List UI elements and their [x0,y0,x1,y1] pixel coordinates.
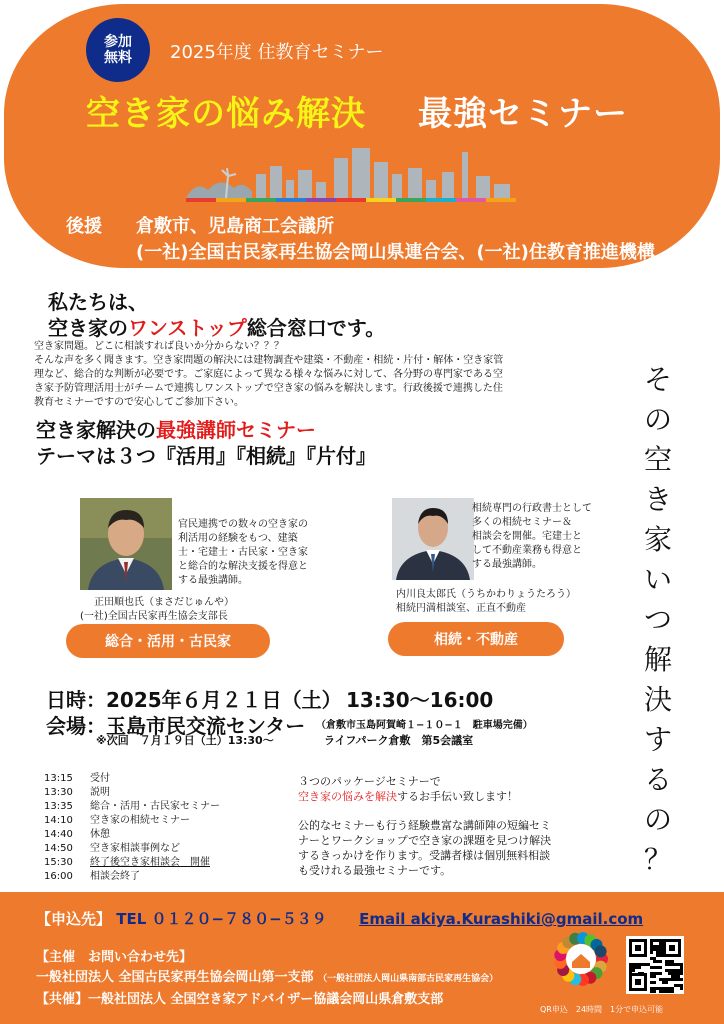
schedule-time: 13:35 [44,801,73,812]
badge-line2: 無料 [104,50,132,66]
schedule-item: 休憩 [90,829,110,840]
schedule-time: 13:30 [44,787,73,798]
lecturer-right-org: 相続円満相談室、正直不動産 [396,603,526,614]
vertical-char: ？ [643,843,672,876]
lecturer-heading-line1 [36,414,316,443]
apply-tel[interactable]: TEL ０１２０−７８０−５３９ [116,910,327,928]
schedule-item: 受付 [90,773,110,784]
intro-heading-text-end: 総合窓口です。 [246,316,386,340]
tag-inheritance-pill: 相続・不動産 [388,622,564,656]
desc-line: して不動産業務も得意と [472,545,582,556]
lecturer-heading-highlight: 最強講師セミナー [156,418,316,442]
intro-body [34,340,594,410]
desc-line: する最強講師。 [178,575,248,586]
vertical-char: す [643,723,672,756]
vertical-char: 決 [643,683,672,716]
lecturer-left-desc [178,518,308,588]
vertical-char: そ [643,363,672,396]
schedule-time: 14:10 [44,815,73,826]
lecturer-right-name: 内川良太郎氏（うちかわりょうたろう） [396,589,576,600]
package-para-line: も受けれる最強セミナーです。 [298,864,452,877]
schedule-row [44,842,220,856]
lecturer-photo-uchikawa [392,498,474,580]
schedule-row [44,856,220,870]
package-para-line: するきっかけを作ります。受講者様は個別無料相談 [298,849,551,862]
event-date [46,684,342,713]
badge-line1: 参加 [104,34,132,50]
host-name: 一般社団法人 全国古民家再生協会岡山第一支部 [36,970,314,985]
apply-email[interactable]: Email akiya.Kurashiki@gmail.com [359,910,644,928]
intro-body-line: そんな声を多く聞きます。空き家問題の解決には建物調査や建築・不動産・相続・片付・解体・空き家管 [34,355,504,366]
lecturer-right-desc [472,502,602,572]
lecturer-left-org: (一社)全国古民家再生協会支部長 [80,611,228,622]
schedule-row [44,772,220,786]
package-line-end: するお手伝い致します！ [397,790,518,803]
schedule-time: 14:40 [44,829,73,840]
apply-label: 【申込先】 [36,910,112,928]
sponsor-line-2: (一社)全国古民家再生協会岡山県連合会、(一社)住教育推進機構 [136,242,655,263]
vertical-char: 家 [643,523,672,556]
intro-body-line: 理など、総合的な判断が必要です。ご家庭によって異なる様々な悩みに対して、各分野の専門家である空 [34,369,503,380]
schedule-item: 空き家の相続セミナー [90,815,190,826]
schedule-row [44,786,220,800]
schedule-item: 終了後空き家相談会 開催 [90,857,210,868]
intro-heading-line1: 私たちは、 [48,290,148,314]
venue-label: 会場： [46,714,106,738]
header-subtitle: 2025年度 住教育セミナー [170,42,384,63]
vertical-char: の [643,403,672,436]
vertical-char: つ [643,603,672,636]
desc-line: と総合的な解決支援を得意と [178,561,308,572]
lecturer-heading-text: 空き家解決の [36,418,156,442]
next-session-venue: ライフパーク倉敷 第5会議室 [324,734,474,747]
header-title-part1: 空き家の悩み解決 [86,94,366,134]
package-description [298,774,588,878]
lecturer-photo-masada [80,498,172,590]
cohost-label: 【共催】 [36,992,89,1007]
package-highlight: 空き家の悩みを解決 [298,790,397,803]
date-label: 日時： [46,688,106,712]
intro-body-line: 空き家問題。どこに相談すれば良いか分からない？？？ [34,341,284,352]
package-highlight-line [298,789,588,804]
vertical-char: る [643,763,672,796]
schedule-item: 総合・活用・古民家セミナー [90,801,220,812]
desc-line: 官民連携での数々の空き家の [178,519,308,530]
event-time: 13:30〜16:00 [346,688,494,712]
schedule-row [44,870,220,884]
desc-line: する最強講師。 [472,559,542,570]
intro-heading-highlight: ワンストップ [128,316,247,340]
schedule-item: 説明 [90,787,110,798]
schedule-row [44,814,220,828]
cohost-line [36,988,443,1007]
package-para-line: ナーとワークショップで空き家の課題を見つけ解決 [298,834,552,847]
cohost-name: 一般社団法人 全国空き家アドバイザー協議会岡山県倉敷支部 [88,992,444,1007]
desc-line: 相続専門の行政書士として [472,503,592,514]
host-note: （一般社団法人岡山県南部古民家再生協会） [318,974,499,984]
package-para-line: 公的なセミナーも行う経験豊富な講師陣の短編セミ [298,819,551,832]
schedule-time: 14:50 [44,843,73,854]
vertical-char: い [643,563,672,596]
intro-body-line: き家予防管理活用士がチームで連携しワンストップで空き家の悩みを解決します。行政後援で連携した住 [34,383,503,394]
desc-line: 多くの相続セミナー＆ [472,517,572,528]
schedule-time: 15:30 [44,857,73,868]
venue-address: （倉敷市玉島阿賀崎１−１０−１ 駐車場完備） [316,720,533,731]
free-badge [86,18,150,82]
intro-heading-text: 空き家の [48,316,128,340]
schedule-item: 相談会終了 [90,871,140,882]
vertical-tagline [638,360,678,880]
host-line [36,966,498,985]
lecturer-heading-line2: テーマは３つ『活用』『相続』『片付』 [36,444,376,468]
schedule-time: 16:00 [44,871,73,882]
vertical-char: き [643,483,672,516]
tag-general-pill: 総合・活用・古民家 [66,624,270,658]
vertical-char: の [643,803,672,836]
desc-line: 士・宅建士・古民家・空き家 [178,547,308,558]
city-skyline-illustration [186,140,516,202]
lecturer-left-name: 正田順也氏（まさだじゅんや） [94,597,234,608]
schedule-item: 空き家相談事例など [90,843,180,854]
desc-line: 相談会を開催。宅建士と [472,531,582,542]
vertical-char: 空 [643,443,672,476]
next-session-date: ※次回 ７月１９日（土）13:30〜 [96,734,274,747]
header-title-part2: 最強セミナー [418,94,628,134]
qr-note: QR申込 24時間 1分で申込可能 [540,1005,664,1014]
intro-body-line: 教育セミナーですので安心してご参加下さい。 [34,397,244,408]
intro-heading-line2 [48,312,385,341]
schedule-row [44,800,220,814]
schedule-time: 13:15 [44,773,73,784]
sdgs-logo-icon [552,930,610,988]
sponsor-label: 後援 [66,216,102,237]
schedule-row [44,828,220,842]
date-value: 2025年６月２１日（土） [106,688,342,712]
desc-line: 利活用の経験をもつ、建築 [178,533,298,544]
package-line: ３つのパッケージセミナーで [298,775,441,788]
sponsor-line-1: 倉敷市、児島商工会議所 [136,216,334,237]
vertical-char: 解 [643,643,672,676]
schedule-list [44,772,220,884]
venue-value: 玉島市民交流センター [106,714,306,738]
host-label: 【主催 お問い合わせ先】 [36,950,193,965]
apply-contact [36,908,643,929]
qr-code-icon[interactable] [626,936,684,994]
